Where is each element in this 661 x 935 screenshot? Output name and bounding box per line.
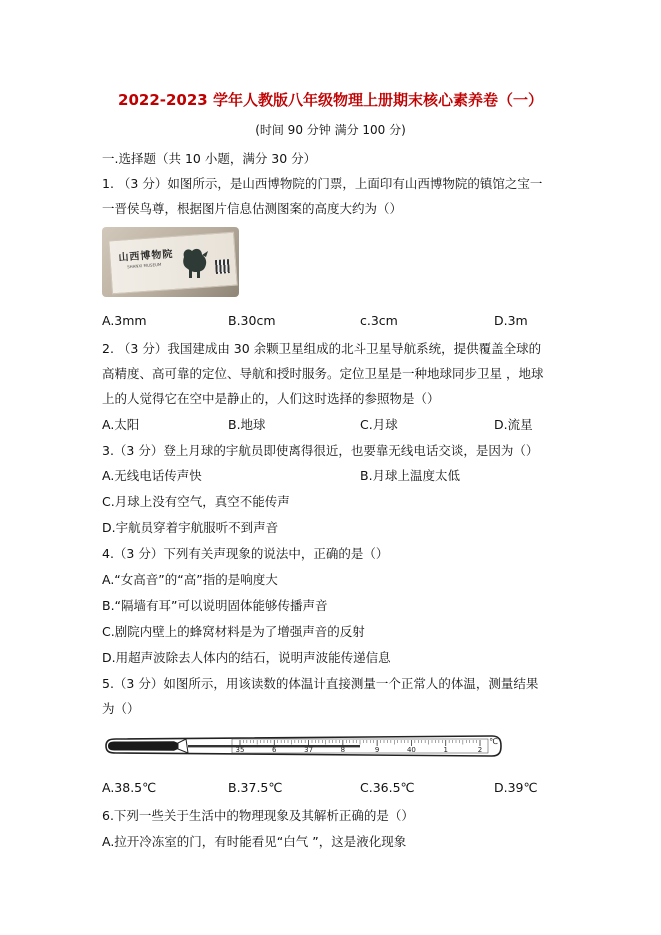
q5-option-b: B.37.5℃ (228, 780, 283, 795)
scale-label: 9 (374, 746, 380, 754)
q1-option-b: B.30cm (228, 313, 276, 328)
clinical-thermometer (104, 729, 502, 763)
scale-label: 37 (304, 746, 314, 754)
ticket-title: 山西博物院 (118, 248, 174, 264)
q3-option-b: B.月球上温度太低 (360, 468, 461, 483)
q4-option-a: A.“女高音”的“高”指的是响度大 (102, 572, 278, 587)
q5-option-d: D.39℃ (494, 780, 538, 795)
question-2-text-cont: 高精度、高可靠的定位、导航和授时服务。定位卫星是一种地球同步卫星 ，地球 (102, 366, 544, 381)
q3-option-a: A.无线电话传声快 (102, 468, 202, 483)
scale-label: 1 (443, 746, 448, 754)
question-5-text: 5.（3 分）如图所示，用该读数的体温计直接测量一个正常人的体温，测量结果 (102, 676, 539, 691)
question-1-text-cont: 一晋侯鸟尊，根据图片信息估测图案的高度大约为（） (102, 201, 403, 216)
question-5-text-cont: 为（） (102, 701, 140, 716)
question-2-text-cont2: 上的人觉得它在空中是静止的，人们这时选择的参照物是（） (102, 391, 440, 406)
question-4-text: 4.（3 分）下列有关声现象的说法中，正确的是（） (102, 546, 389, 561)
celsius-unit: ℃ (489, 737, 498, 746)
exam-duration-score: (时间 90 分钟 满分 100 分) (255, 123, 406, 137)
q4-option-d: D.用超声波除去人体内的结石，说明声波能传递信息 (102, 650, 391, 665)
question-3-text: 3.（3 分）登上月球的宇航员即使离得很近，也要靠无线电话交谈，是因为（） (102, 443, 539, 458)
scale-label: 40 (406, 746, 416, 754)
thermometer-bulb (108, 741, 178, 751)
scale-label: 6 (272, 746, 277, 754)
question-2-text: 2. （3 分）我国建成由 30 余颗卫星组成的北斗卫星导航系统，提供覆盖全球的 (102, 341, 542, 356)
question-6-text: 6.下列一些关于生活中的物理现象及其解析正确的是（） (102, 808, 414, 823)
scale-label: 35 (235, 746, 245, 754)
q3-option-d: D.宇航员穿着宇航服听不到声音 (102, 520, 279, 535)
scale-label: 8 (340, 746, 346, 754)
q5-option-c: C.36.5℃ (360, 780, 415, 795)
q4-option-b: B.“隔墙有耳”可以说明固体能够传播声音 (102, 598, 328, 613)
question-1-text: 1. （3 分）如图所示，是山西博物院的门票，上面印有山西博物院的镇馆之宝一 (102, 176, 543, 191)
q1-option-a: A.3mm (102, 313, 147, 328)
q6-option-a: A.拉开冷冻室的门，有时能看见“白气 ”，这是液化现象 (102, 834, 407, 849)
q2-option-c: C.月球 (360, 417, 398, 432)
museum-ticket-image (102, 227, 239, 297)
page-title: 2022-2023 学年人教版八年级物理上册期末核心素养卷（一） (118, 91, 543, 109)
q2-option-d: D.流星 (494, 417, 533, 432)
q5-option-a: A.38.5℃ (102, 780, 157, 795)
q1-option-d: D.3m (494, 313, 528, 328)
q1-option-c: c.3cm (360, 313, 398, 328)
q3-option-c: C.月球上没有空气，真空不能传声 (102, 494, 290, 509)
qr-code-icon (215, 259, 230, 274)
scale-label: 2 (477, 746, 483, 754)
q4-option-c: C.剧院内壁上的蜂窝材料是为了增强声音的反射 (102, 624, 365, 639)
q2-option-b: B.地球 (228, 417, 266, 432)
q2-option-a: A.太阳 (102, 417, 140, 432)
section-heading: 一.选择题（共 10 小题，满分 30 分） (102, 151, 317, 166)
bird-zun-icon (178, 243, 212, 281)
ticket-english-name: SHANXI MUSEUM (126, 261, 162, 270)
